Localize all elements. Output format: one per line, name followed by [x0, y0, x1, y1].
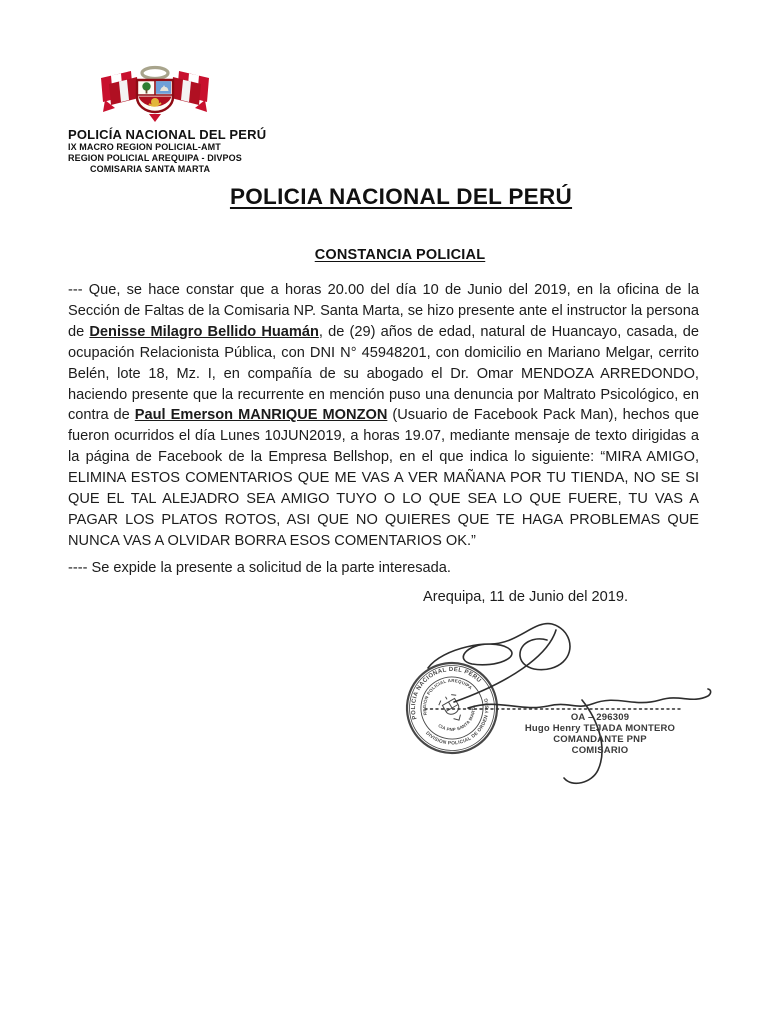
document-title: POLICIA NACIONAL DEL PERÚ [229, 184, 573, 209]
stamp-outer-bottom-text: DIVISION POLICIAL DE ORDEN Y SEG [424, 697, 491, 747]
officer-rank: COMANDANTE PNP [553, 734, 647, 745]
dateline: Arequipa, 11 de Junio del 2019. [423, 589, 629, 605]
officer-role: COMISARIO [571, 745, 629, 756]
body-paragraph-main: --- Que, se hace constar que a horas 20.00 del día 10 de Junio del 2019, en la oficina de la Sección de Faltas de la Comisaria NP. Santa Marta, se hizo presente ante el instructor la persona de Denisse Milagro Bellido Huamán, de (29) años de edad, natural de Huancayo, casada, de ocupación Relacionista Pública, con DNI N° 45948201, con domicilio en Mariano Melgar, cerrito Belén, lote 18, Mz. I, en compañía de su abogado el Dr. Omar MENDOZA ARREDONDO, haciendo presente que la recurrente en mención puso una denuncia por Maltrato Psicológico, en contra de Paul Emerson MANRIQUE MONZON (Usuario de Facebook Pack Man), hechos que fueron ocurridos el día Lunes 10JUN2019, a horas 19.07, mediante mensaje de texto dirigidas a la página de Facebook de la Empresa Bellshop, en el que indica lo siguiente: “MIRA AMIGO, ELIMINA ESTOS COMENTARIOS QUE ME VAS A VER MAÑANA POR TU TIENDA, NO SE SI QUE EL TAL ALEJADRO SEA AMIGO TUYO O LO QUE SEA LO QUE FUERE, TU VAS A PAGAR LOS PLATOS ROTOS, ASI QUE NO QUIERES QUE TE HAGA PROBLEMAS QUE NUNCA VAS A OLVIDAR BORRA ESOS COMENTARIOS OK.” [68, 282, 699, 549]
body-paragraph-closing: ---- Se expide la presente a solicitud de la parte interesada. [68, 560, 451, 576]
letterhead-macro-region: IX MACRO REGION POLICIAL-AMT [68, 142, 221, 152]
signature-text-block [505, 712, 695, 756]
stamp-outer-top-text: POLICIA NACIONAL DEL PERU [410, 666, 482, 720]
peru-coat-of-arms-logo [93, 62, 217, 130]
letterhead-org-name: POLICÍA NACIONAL DEL PERÚ [68, 127, 267, 142]
stamp-inner-top-text: REGION POLICIAL AREQUIPA [421, 677, 474, 716]
document-subtitle: CONSTANCIA POLICIAL [314, 247, 486, 263]
coat-of-arms-icon [93, 62, 217, 130]
signature-code: OA – 296309 [570, 712, 630, 723]
stamp-inner-bottom-text: CIA PNP SANTA MARTA [437, 704, 477, 733]
letterhead [68, 128, 266, 174]
letterhead-region: REGION POLICIAL AREQUIPA - DIVPOS [68, 152, 242, 163]
signature-scribble [370, 616, 715, 796]
officer-name: Hugo Henry TEJADA MONTERO [524, 723, 676, 734]
letterhead-station: COMISARIA SANTA MARTA [90, 163, 211, 174]
